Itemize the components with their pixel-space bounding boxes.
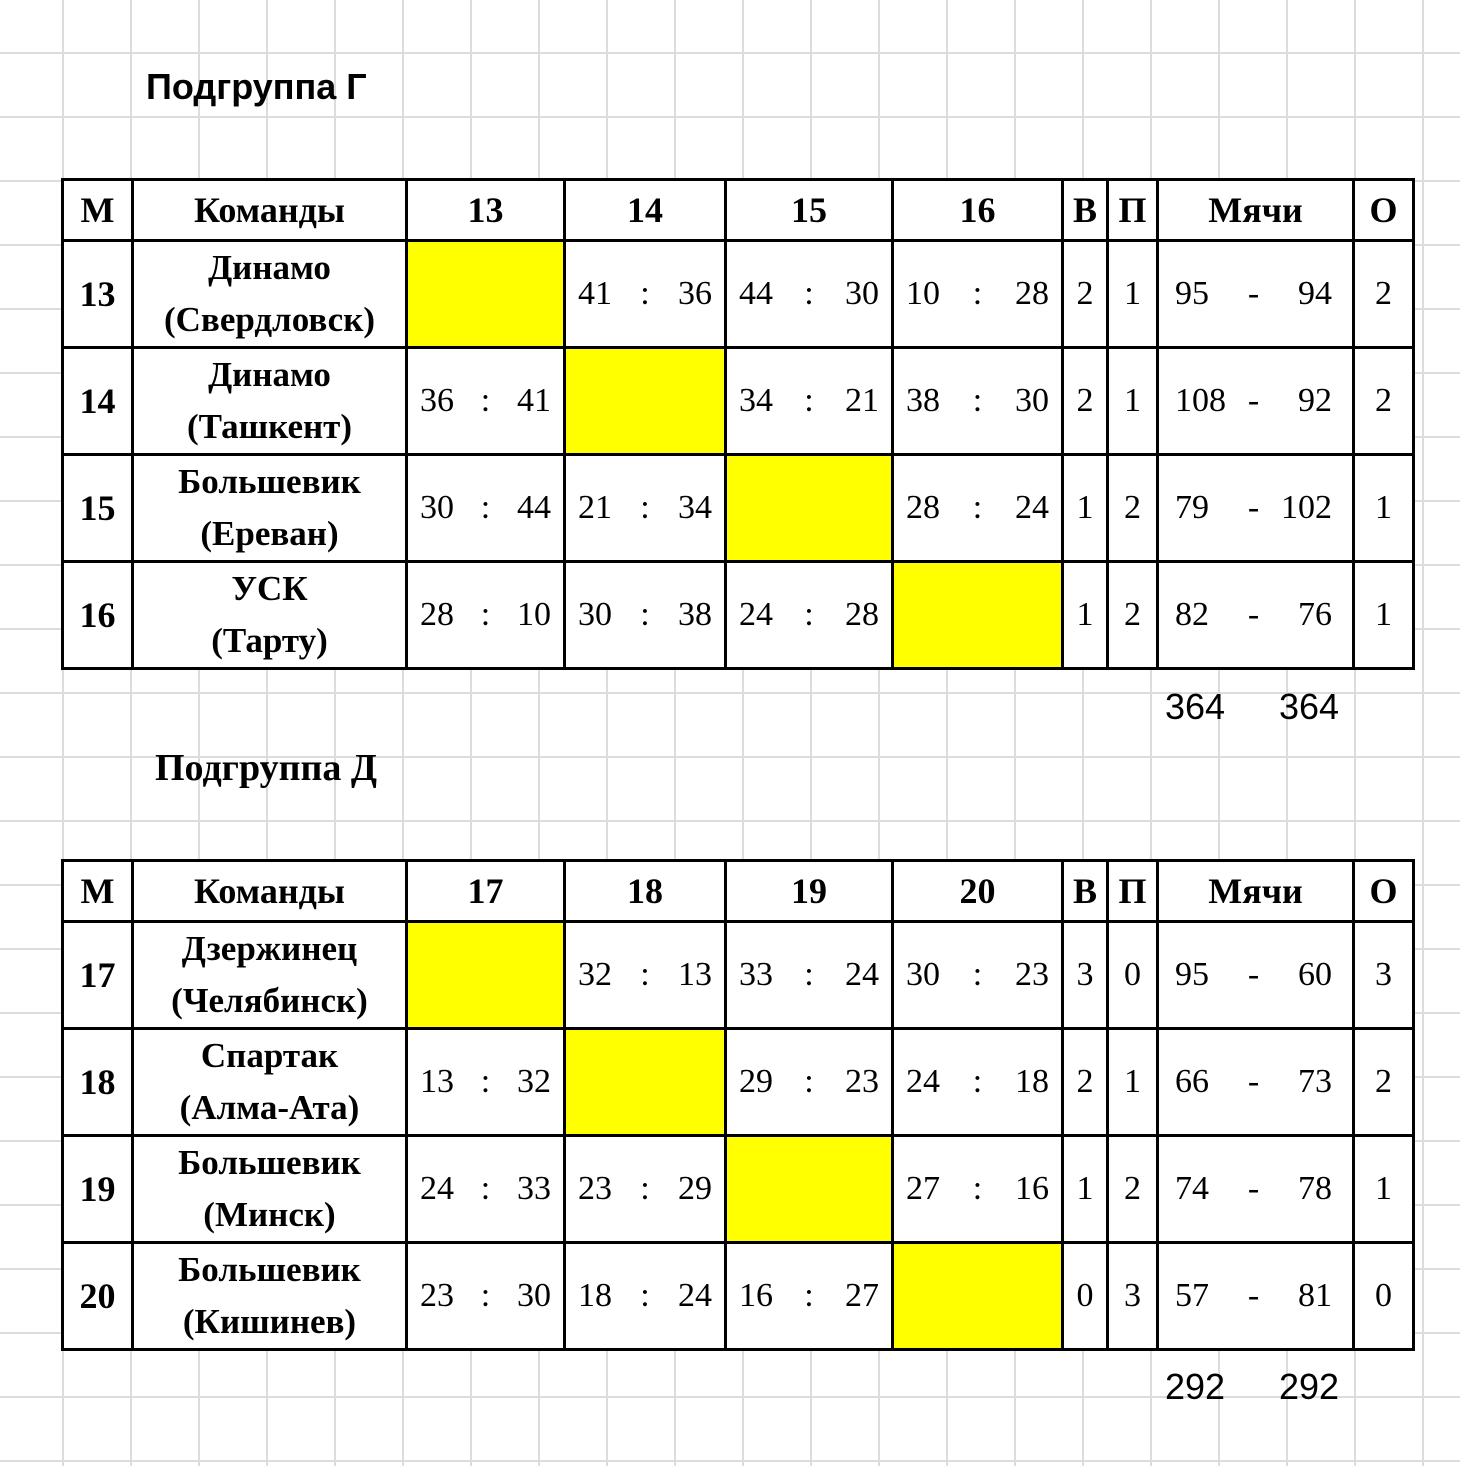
score-separator: : <box>972 382 983 419</box>
score-pair <box>566 275 724 313</box>
score-against: 24 <box>1015 489 1049 526</box>
score-for: 41 <box>578 275 612 312</box>
header-wins[interactable]: В <box>1063 861 1108 922</box>
losses-cell[interactable]: 2 <box>1108 1136 1158 1243</box>
score-pair <box>408 1170 563 1208</box>
score-for: 13 <box>420 1063 454 1100</box>
header-losses[interactable]: П <box>1108 180 1158 241</box>
self-match-cell[interactable] <box>893 562 1063 669</box>
score-separator: : <box>640 1277 650 1314</box>
score-separator: : <box>972 489 983 526</box>
score-against: 21 <box>845 382 879 419</box>
score-cell[interactable] <box>407 562 565 669</box>
score-separator: : <box>480 596 491 633</box>
score-cell[interactable] <box>726 922 893 1029</box>
self-match-cell[interactable] <box>565 1029 726 1136</box>
self-match-cell[interactable] <box>407 922 565 1029</box>
balls-against: 102 <box>1281 489 1332 526</box>
self-match-cell[interactable] <box>407 241 565 348</box>
score-pair <box>408 489 563 527</box>
score-pair <box>566 1277 724 1315</box>
score-cell[interactable] <box>726 1243 893 1350</box>
balls-for: 79 <box>1175 489 1209 526</box>
score-separator: : <box>804 382 814 419</box>
balls-cell[interactable] <box>1158 241 1354 348</box>
header-col-3[interactable]: 19 <box>726 861 893 922</box>
balls-separator: - <box>1247 275 1260 312</box>
table-row <box>63 455 1414 562</box>
table-row <box>63 348 1414 455</box>
score-against: 23 <box>845 1063 879 1100</box>
header-balls[interactable]: Мячи <box>1158 180 1354 241</box>
points-cell[interactable]: 2 <box>1354 1029 1414 1136</box>
losses-cell[interactable]: 1 <box>1108 348 1158 455</box>
balls-separator: - <box>1247 596 1260 633</box>
score-against: 30 <box>517 1277 551 1314</box>
score-for: 24 <box>906 1063 940 1100</box>
balls-separator: - <box>1247 956 1260 993</box>
score-separator: : <box>972 956 983 993</box>
team-city: (Тарту) <box>211 621 328 660</box>
group-g-title: Подгруппа Г <box>146 66 367 107</box>
losses-cell[interactable]: 0 <box>1108 922 1158 1029</box>
score-cell[interactable] <box>407 1243 565 1350</box>
score-separator: : <box>640 489 650 526</box>
score-cell[interactable] <box>565 241 726 348</box>
score-against: 10 <box>517 596 551 633</box>
score-separator: : <box>480 1063 491 1100</box>
score-pair <box>727 1063 891 1101</box>
balls-cell[interactable] <box>1158 455 1354 562</box>
header-col-4[interactable]: 16 <box>893 180 1063 241</box>
wins-cell[interactable]: 2 <box>1063 241 1108 348</box>
score-for: 10 <box>906 275 940 312</box>
team-name: Динамо <box>208 355 331 394</box>
score-against: 18 <box>1015 1063 1049 1100</box>
points-cell[interactable]: 2 <box>1354 348 1414 455</box>
team-name: Большевик <box>178 1143 361 1182</box>
wins-cell[interactable]: 1 <box>1063 455 1108 562</box>
score-for: 23 <box>420 1277 454 1314</box>
losses-cell[interactable]: 3 <box>1108 1243 1158 1350</box>
score-cell[interactable] <box>893 1136 1063 1243</box>
score-against: 28 <box>1015 275 1049 312</box>
points-cell[interactable]: 1 <box>1354 1136 1414 1243</box>
score-separator: : <box>972 1170 983 1207</box>
balls-cell[interactable] <box>1158 1029 1354 1136</box>
score-against: 33 <box>517 1170 551 1207</box>
score-pair <box>894 1170 1061 1208</box>
header-losses[interactable]: П <box>1108 861 1158 922</box>
balls-for: 57 <box>1175 1277 1209 1314</box>
score-for: 38 <box>906 382 940 419</box>
team-name-cell[interactable] <box>133 348 407 455</box>
score-for: 23 <box>578 1170 612 1207</box>
score-separator: : <box>804 956 814 993</box>
score-cell[interactable] <box>893 455 1063 562</box>
score-pair <box>727 275 891 313</box>
points-cell[interactable]: 3 <box>1354 922 1414 1029</box>
score-cell[interactable] <box>893 1029 1063 1136</box>
team-city: (Ереван) <box>200 514 339 553</box>
score-against: 23 <box>1015 956 1049 993</box>
points-cell[interactable]: 0 <box>1354 1243 1414 1350</box>
losses-cell[interactable]: 1 <box>1108 1029 1158 1136</box>
score-for: 24 <box>739 596 773 633</box>
balls-for: 108 <box>1175 382 1226 419</box>
score-separator: : <box>480 382 491 419</box>
balls-cell[interactable] <box>1158 348 1354 455</box>
score-cell[interactable] <box>565 455 726 562</box>
balls-for: 66 <box>1175 1063 1209 1100</box>
score-against: 32 <box>517 1063 551 1100</box>
score-cell[interactable] <box>407 455 565 562</box>
score-pair <box>408 596 563 634</box>
score-for: 28 <box>420 596 454 633</box>
score-pair <box>566 1170 724 1208</box>
team-city: (Минск) <box>203 1195 336 1234</box>
table-row <box>63 1136 1414 1243</box>
score-for: 33 <box>739 956 773 993</box>
self-match-cell[interactable] <box>726 455 893 562</box>
score-cell[interactable] <box>407 348 565 455</box>
header-m[interactable]: М <box>63 861 133 922</box>
score-cell[interactable] <box>565 1136 726 1243</box>
team-number[interactable]: 14 <box>63 348 133 455</box>
score-for: 29 <box>739 1063 773 1100</box>
score-against: 24 <box>845 956 879 993</box>
losses-cell[interactable]: 2 <box>1108 562 1158 669</box>
score-separator: : <box>804 275 814 312</box>
balls-pair <box>1159 596 1352 634</box>
score-cell[interactable] <box>565 562 726 669</box>
balls-pair <box>1159 1277 1352 1315</box>
score-against: 41 <box>517 382 551 419</box>
balls-for: 95 <box>1175 275 1209 312</box>
score-pair <box>894 956 1061 994</box>
balls-against: 78 <box>1298 1170 1332 1207</box>
team-name: УСК <box>231 569 308 608</box>
self-match-cell[interactable] <box>893 1243 1063 1350</box>
score-for: 28 <box>906 489 940 526</box>
team-city: (Свердловск) <box>163 300 376 339</box>
score-cell[interactable] <box>893 348 1063 455</box>
score-for: 44 <box>739 275 773 312</box>
balls-against: 60 <box>1298 956 1332 993</box>
balls-against-total: 292 <box>1279 1366 1340 1407</box>
header-col-2[interactable]: 18 <box>565 861 726 922</box>
score-against: 16 <box>1015 1170 1049 1207</box>
score-separator: : <box>972 275 983 312</box>
score-against: 36 <box>678 275 712 312</box>
score-pair <box>894 1063 1061 1101</box>
team-number[interactable]: 18 <box>63 1029 133 1136</box>
score-for: 18 <box>578 1277 612 1314</box>
score-against: 13 <box>678 956 712 993</box>
header-balls[interactable]: Мячи <box>1158 861 1354 922</box>
team-name-cell[interactable] <box>133 922 407 1029</box>
team-name-cell[interactable] <box>133 455 407 562</box>
header-col-2[interactable]: 14 <box>565 180 726 241</box>
header-teams[interactable]: Команды <box>133 861 407 922</box>
balls-against: 94 <box>1298 275 1332 312</box>
header-points[interactable]: О <box>1354 180 1414 241</box>
score-for: 32 <box>578 956 612 993</box>
team-city: (Челябинск) <box>171 981 368 1020</box>
team-number[interactable]: 15 <box>63 455 133 562</box>
score-for: 27 <box>906 1170 940 1207</box>
balls-pair <box>1159 1170 1352 1208</box>
score-against: 34 <box>678 489 712 526</box>
score-separator: : <box>640 956 650 993</box>
score-separator: : <box>640 1170 650 1207</box>
header-row <box>63 180 1414 241</box>
balls-for: 95 <box>1175 956 1209 993</box>
score-against: 24 <box>678 1277 712 1314</box>
table-row <box>63 1243 1414 1350</box>
table-row <box>63 1029 1414 1136</box>
score-pair <box>408 382 563 420</box>
header-col-3[interactable]: 15 <box>726 180 893 241</box>
score-against: 28 <box>845 596 879 633</box>
score-pair <box>727 956 891 994</box>
team-number[interactable]: 16 <box>63 562 133 669</box>
score-against: 30 <box>845 275 879 312</box>
wins-cell[interactable]: 2 <box>1063 1029 1108 1136</box>
balls-for: 82 <box>1175 596 1209 633</box>
balls-pair <box>1159 275 1352 313</box>
team-name: Дзержинец <box>181 929 358 968</box>
balls-cell[interactable] <box>1158 1136 1354 1243</box>
score-pair <box>408 1063 563 1101</box>
score-cell[interactable] <box>893 922 1063 1029</box>
score-against: 29 <box>678 1170 712 1207</box>
score-for: 30 <box>420 489 454 526</box>
team-name-cell[interactable] <box>133 562 407 669</box>
balls-against-total: 364 <box>1279 686 1340 727</box>
team-number[interactable]: 17 <box>63 922 133 1029</box>
balls-cell[interactable] <box>1158 1243 1354 1350</box>
header-teams[interactable]: Команды <box>133 180 407 241</box>
self-match-cell[interactable] <box>726 1136 893 1243</box>
score-against: 30 <box>1015 382 1049 419</box>
balls-cell[interactable] <box>1158 922 1354 1029</box>
balls-for: 74 <box>1175 1170 1209 1207</box>
balls-separator: - <box>1247 1170 1260 1207</box>
wins-cell[interactable]: 1 <box>1063 1136 1108 1243</box>
header-points[interactable]: О <box>1354 861 1414 922</box>
score-pair <box>566 489 724 527</box>
team-name: Большевик <box>178 1250 361 1289</box>
balls-against: 81 <box>1298 1277 1332 1314</box>
header-m[interactable]: М <box>63 180 133 241</box>
standings-table-g <box>61 178 1415 670</box>
balls-against: 76 <box>1298 596 1332 633</box>
team-number[interactable]: 13 <box>63 241 133 348</box>
score-against: 38 <box>678 596 712 633</box>
balls-separator: - <box>1247 489 1260 526</box>
score-for: 16 <box>739 1277 773 1314</box>
balls-pair <box>1159 382 1352 420</box>
points-cell[interactable]: 1 <box>1354 455 1414 562</box>
balls-cell[interactable] <box>1158 562 1354 669</box>
score-cell[interactable] <box>726 241 893 348</box>
balls-separator: - <box>1247 382 1260 419</box>
score-pair <box>566 956 724 994</box>
team-name-cell[interactable] <box>133 1136 407 1243</box>
score-separator: : <box>480 1277 491 1314</box>
score-cell[interactable] <box>726 1029 893 1136</box>
score-cell[interactable] <box>893 241 1063 348</box>
team-number[interactable]: 19 <box>63 1136 133 1243</box>
balls-for-total: 364 <box>1165 686 1226 727</box>
header-wins[interactable]: В <box>1063 180 1108 241</box>
standings-table-d <box>61 859 1415 1351</box>
points-cell[interactable]: 1 <box>1354 562 1414 669</box>
points-cell[interactable]: 2 <box>1354 241 1414 348</box>
score-pair <box>727 596 891 634</box>
wins-cell[interactable]: 3 <box>1063 922 1108 1029</box>
score-cell[interactable] <box>407 1136 565 1243</box>
self-match-cell[interactable] <box>565 348 726 455</box>
score-pair <box>894 382 1061 420</box>
team-number[interactable]: 20 <box>63 1243 133 1350</box>
team-name-cell[interactable] <box>133 1243 407 1350</box>
score-separator: : <box>640 275 650 312</box>
header-row <box>63 861 1414 922</box>
team-name: Спартак <box>200 1036 339 1075</box>
team-city: (Ташкент) <box>186 407 353 446</box>
balls-pair <box>1159 489 1352 527</box>
score-cell[interactable] <box>565 1243 726 1350</box>
balls-separator: - <box>1247 1063 1260 1100</box>
score-cell[interactable] <box>407 1029 565 1136</box>
score-pair <box>408 1277 563 1315</box>
balls-separator: - <box>1247 1277 1260 1314</box>
score-pair <box>727 1277 891 1315</box>
team-name-cell[interactable] <box>133 1029 407 1136</box>
balls-against: 92 <box>1298 382 1332 419</box>
team-name-cell[interactable] <box>133 241 407 348</box>
score-cell[interactable] <box>565 922 726 1029</box>
balls-pair <box>1159 956 1352 994</box>
score-pair <box>894 275 1061 313</box>
score-for: 30 <box>906 956 940 993</box>
balls-for-total: 292 <box>1165 1366 1226 1407</box>
score-for: 24 <box>420 1170 454 1207</box>
score-for: 36 <box>420 382 454 419</box>
score-for: 34 <box>739 382 773 419</box>
team-city: (Алма-Ата) <box>179 1088 360 1127</box>
score-pair <box>894 489 1061 527</box>
score-against: 27 <box>845 1277 879 1314</box>
header-col-4[interactable]: 20 <box>893 861 1063 922</box>
balls-pair <box>1159 1063 1352 1101</box>
team-city: (Кишинев) <box>182 1302 357 1341</box>
score-separator: : <box>804 596 814 633</box>
wins-cell[interactable]: 2 <box>1063 348 1108 455</box>
header-col-1[interactable]: 17 <box>407 861 565 922</box>
table-row <box>63 562 1414 669</box>
score-cell[interactable] <box>726 348 893 455</box>
wins-cell[interactable]: 1 <box>1063 562 1108 669</box>
score-separator: : <box>480 1170 491 1207</box>
table-row <box>63 922 1414 1029</box>
score-against: 44 <box>517 489 551 526</box>
score-separator: : <box>640 596 650 633</box>
losses-cell[interactable]: 1 <box>1108 241 1158 348</box>
losses-cell[interactable]: 2 <box>1108 455 1158 562</box>
group-d-title: Подгруппа Д <box>155 747 378 789</box>
score-pair <box>727 382 891 420</box>
score-separator: : <box>972 1063 983 1100</box>
score-pair <box>566 596 724 634</box>
score-separator: : <box>804 1063 814 1100</box>
score-for: 30 <box>578 596 612 633</box>
header-col-1[interactable]: 13 <box>407 180 565 241</box>
score-for: 21 <box>578 489 612 526</box>
team-name: Динамо <box>208 248 331 287</box>
wins-cell[interactable]: 0 <box>1063 1243 1108 1350</box>
table-row <box>63 241 1414 348</box>
score-separator: : <box>480 489 491 526</box>
balls-against: 73 <box>1298 1063 1332 1100</box>
score-separator: : <box>804 1277 814 1314</box>
team-name: Большевик <box>178 462 361 501</box>
score-cell[interactable] <box>726 562 893 669</box>
